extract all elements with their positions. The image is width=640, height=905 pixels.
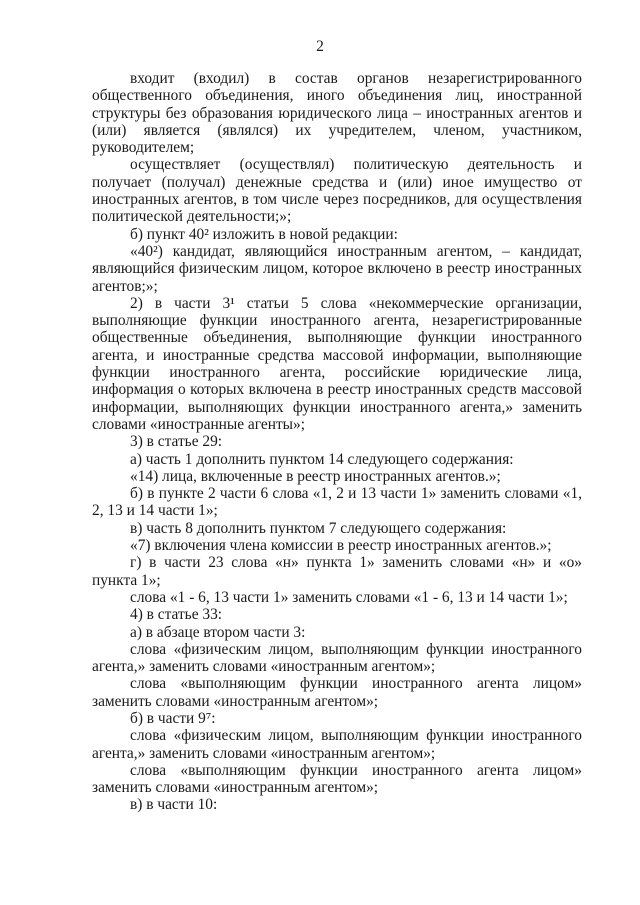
paragraph: 3) в статье 29:: [130, 433, 223, 451]
paragraph: в) в части 10:: [130, 796, 218, 814]
paragraph: слова «выполняющим функции иностранного агента лицом» заменить словами «иностранным агентом»;: [92, 675, 582, 710]
paragraph: б) в пункте 2 части 6 слова «1, 2 и 13 части 1» заменить словами «1, 2, 13 и 14 части 1»;: [92, 485, 582, 520]
paragraph: слова «физическим лицом, выполняющим функции иностранного агента,» заменить словами «иностранным агентом»;: [92, 640, 582, 676]
paragraph: слова «1 - 6, 13 части 1» заменить словами «1 - 6, 13 и 14 части 1»;: [130, 588, 568, 606]
paragraph: б) в части 9⁷:: [130, 709, 216, 727]
paragraph: а) часть 1 дополнить пунктом 14 следующего содержания:: [130, 450, 514, 468]
paragraph: «40²) кандидат, являющийся иностранным агентом, – кандидат, являющийся физическим лицом, которое включено в реестр иностранных агентов;»;: [92, 242, 582, 295]
paragraph: «14) лица, включенные в реестр иностранных агентов.»;: [130, 467, 501, 485]
page-number: 2: [316, 38, 324, 55]
paragraph: «7) включения члена комиссии в реестр иностранных агентов.»;: [130, 537, 552, 555]
paragraph: г) в части 23 слова «н» пункта 1» заменить словами «н» и «о» пункта 1»;: [92, 554, 582, 589]
paragraph: 2) в части 3¹ статьи 5 слова «некоммерческие организации, выполняющие функции иностранного агента, незарегистрированные общественные объединения, выполняющие функции иностранного агента, и иностранные средства массовой информации, выполняющие функции иностранного агента, российские юридические лица, информация о которых включена в реестр иностранных средств массовой информации, выполняющих функции иностранного агента,» заменить словами «иностранные агенты»;: [92, 294, 582, 433]
paragraph: б) пункт 40² изложить в новой редакции:: [130, 225, 398, 243]
paragraph: слова «выполняющим функции иностранного агента лицом» заменить словами «иностранным агентом»;: [92, 761, 582, 797]
paragraph: слова «физическим лицом, выполняющим функции иностранного агента,» заменить словами «иностранным агентом»;: [92, 727, 582, 762]
document-body: [92, 70, 582, 814]
paragraph: а) в абзаце втором части 3:: [130, 623, 306, 641]
paragraph: осуществляет (осуществлял) политическую деятельность и получает (получал) денежные средства и (или) иное имущество от иностранных агентов, в том числе через посредников, для осуществления политической деятельности;»;: [92, 156, 582, 226]
paragraph: входит (входил) в состав органов незарегистрированного общественного объединения, иного объединения лиц, иностранной структуры без образования юридического лица – иностранных агентов и (или) является (являлся) их учредителем, членом, участником, руководителем;: [92, 70, 582, 157]
paragraph: в) часть 8 дополнить пунктом 7 следующего содержания:: [130, 519, 507, 537]
paragraph: 4) в статье 33:: [130, 606, 223, 624]
